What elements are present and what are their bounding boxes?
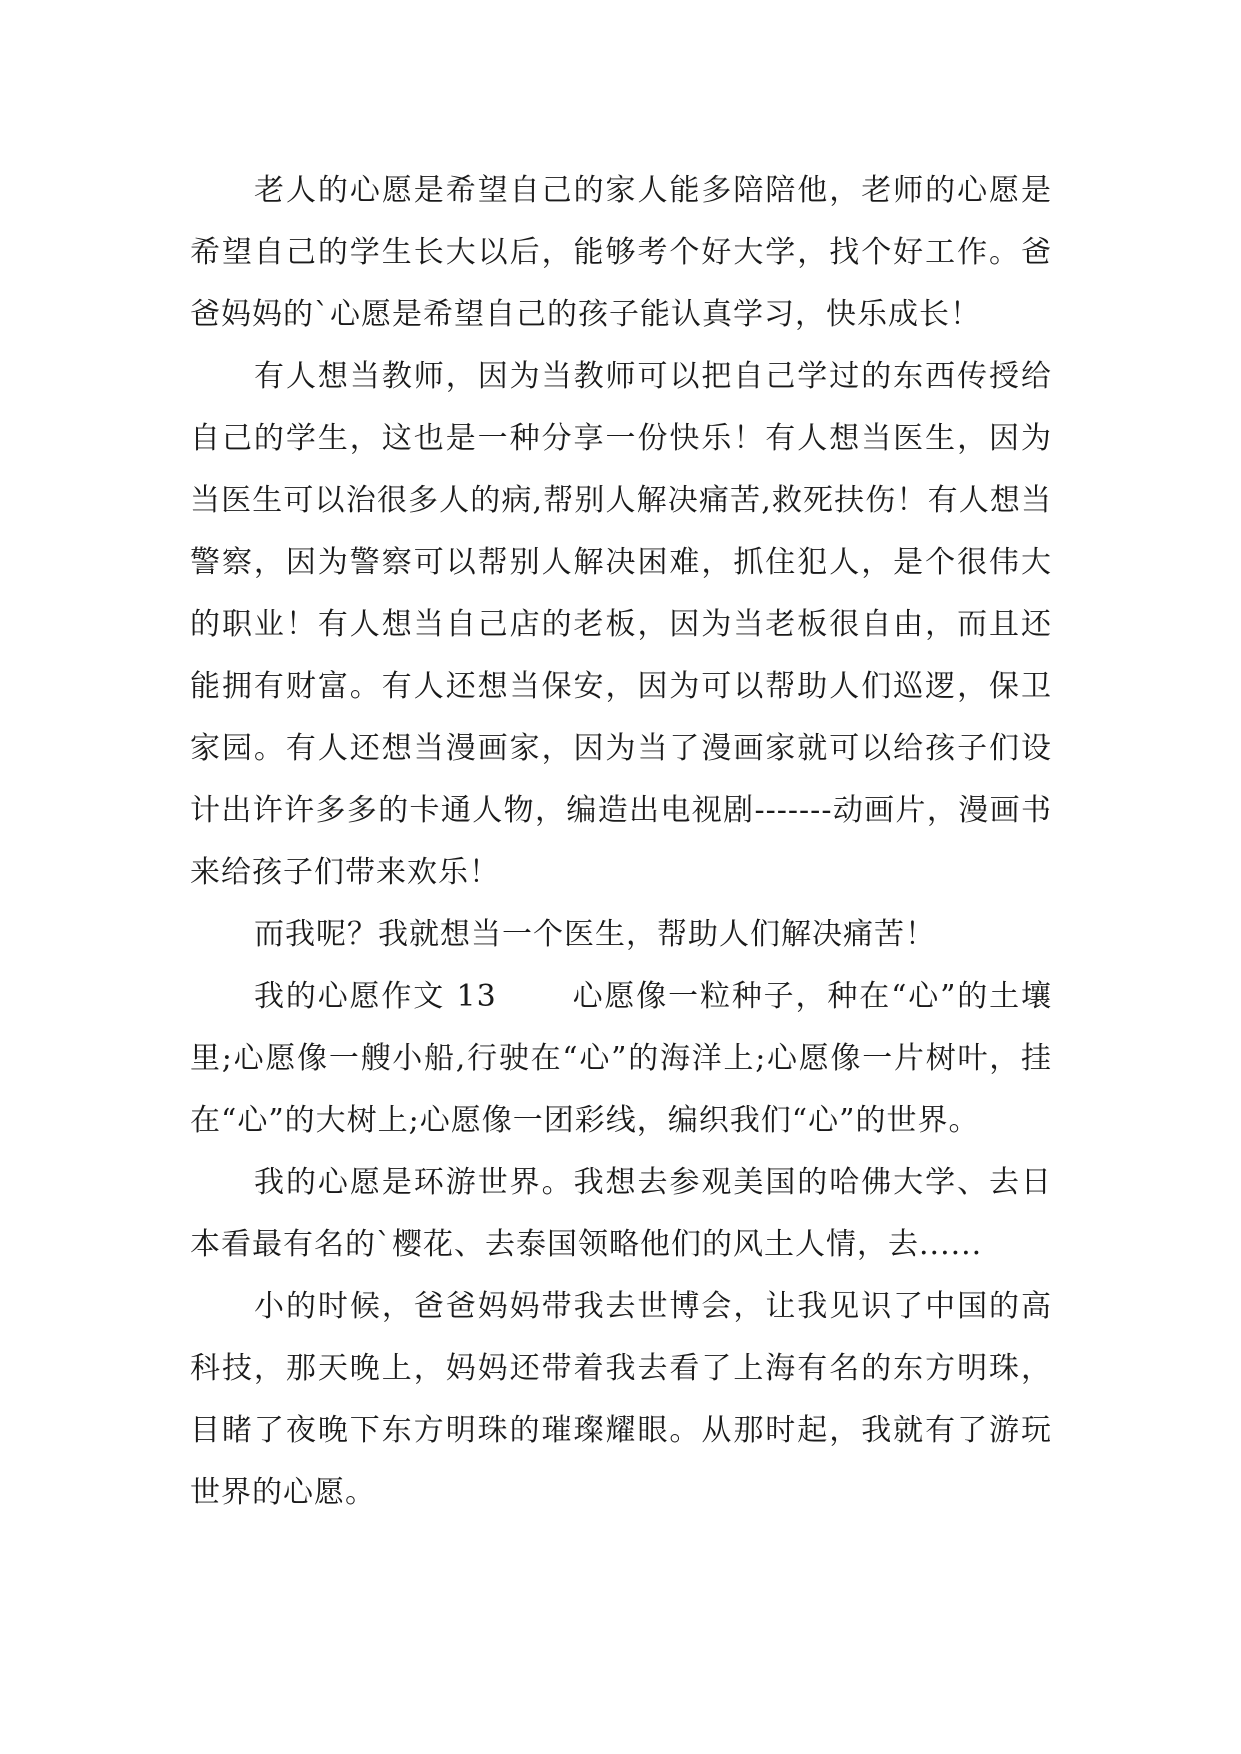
paragraph: 小的时候，爸爸妈妈带我去世博会，让我见识了中国的高科技，那天晚上，妈妈还带着我去看了上海有名的东方明珠，目睹了夜晚下东方明珠的璀璨耀眼。从那时起，我就有了游玩世界的心愿。 [190, 1289, 1052, 1510]
paragraph: 我的心愿是环游世界。我想去参观美国的哈佛大学、去日本看最有名的`樱花、去泰国领略他们的风土人情，去...... [190, 1165, 1052, 1262]
paragraph: 我的心愿作文 13 心愿像一粒种子，种在“心”的土壤里;心愿像一艘小船,行驶在“心”的海洋上;心愿像一片树叶，挂在“心”的大树上;心愿像一团彩线，编织我们“心”的世界。 [190, 979, 1052, 1138]
paragraph: 老人的心愿是希望自己的家人能多陪陪他，老师的心愿是希望自己的学生长大以后，能够考个好大学，找个好工作。爸爸妈妈的`心愿是希望自己的孩子能认真学习，快乐成长！ [190, 173, 1052, 332]
paragraph: 而我呢？我就想当一个医生，帮助人们解决痛苦！ [254, 917, 936, 952]
document-body [190, 160, 1052, 1524]
paragraph: 有人想当教师，因为当教师可以把自己学过的东西传授给自己的学生，这也是一种分享一份快乐！有人想当医生，因为当医生可以治很多人的病,帮别人解决痛苦,救死扶伤！有人想当警察，因为警察可以帮别人解决困难，抓住犯人，是个很伟大的职业！有人想当自己店的老板，因为当老板很自由，而且还能拥有财富。有人还想当保安，因为可以帮助人们巡逻，保卫家园。有人还想当漫画家，因为当了漫画家就可以给孩子们设计出许许多多的卡通人物，编造出电视剧-------动画片，漫画书来给孩子们带来欢乐！ [190, 359, 1052, 890]
